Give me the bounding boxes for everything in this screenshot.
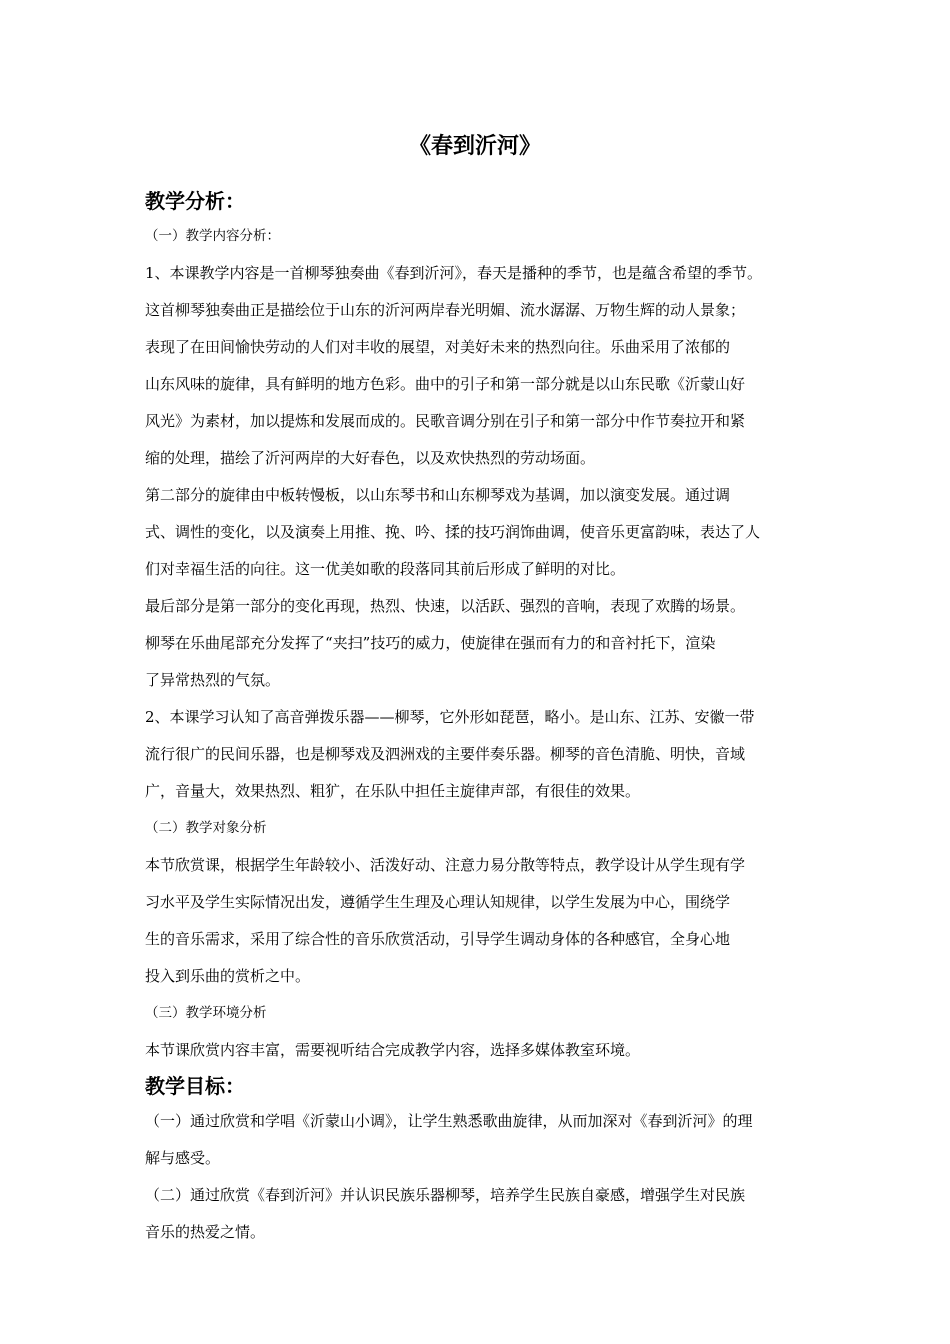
text-line: 缩的处理，描绘了沂河两岸的大好春色，以及欢快热烈的劳动场面。 — [145, 449, 596, 467]
paragraph-final-part — [145, 588, 815, 699]
text-line: 本节欣赏课，根据学生年龄较小、活泼好动、注意力易分散等特点，教学设计从学生现有学 — [145, 856, 746, 874]
text-line: 第二部分的旋律由中板转慢板，以山东琴书和山东柳琴戏为基调，加以演变发展。通过调 — [145, 486, 731, 504]
subheading-content-analysis: （一）教学内容分析： — [145, 228, 280, 244]
text-line: 投入到乐曲的赏析之中。 — [145, 967, 311, 985]
text-line: 山东风味的旋律，具有鲜明的地方色彩。曲中的引子和第一部分就是以山东民歌《沂蒙山好 — [145, 375, 746, 393]
paragraph-objective-1 — [145, 1103, 815, 1177]
text-line: 解与感受。 — [145, 1149, 221, 1167]
paragraph-environment — [145, 1032, 815, 1069]
text-line: 最后部分是第一部分的变化再现，热烈、快速，以活跃、强烈的音响，表现了欢腾的场景。 — [145, 597, 746, 615]
text-line: 广，音量大，效果热烈、粗犷，在乐队中担任主旋律声部，有很佳的效果。 — [145, 782, 641, 800]
text-line: 音乐的热爱之情。 — [145, 1223, 266, 1241]
document-body — [145, 184, 815, 1251]
text-line: （一）通过欣赏和学唱《沂蒙山小调》，让学生熟悉歌曲旋律，从而加深对《春到沂河》的理 — [145, 1112, 753, 1130]
text-line: 本节课欣赏内容丰富，需要视听结合完成教学内容，选择多媒体教室环境。 — [145, 1041, 641, 1059]
text-line: 柳琴在乐曲尾部充分发挥了“夹扫”技巧的威力，使旋律在强而有力的和音衬托下，渲染 — [145, 634, 716, 652]
text-line: 们对幸福生活的向往。这一优美如歌的段落同其前后形成了鲜明的对比。 — [145, 560, 626, 578]
section-heading-objectives: 教学目标： — [145, 1074, 245, 1098]
text-line: 2、本课学习认知了高音弹拨乐器——柳琴，它外形如琵琶，略小。是山东、江苏、安徽一带 — [145, 708, 755, 726]
paragraph-student-analysis — [145, 847, 815, 995]
paragraph-liuqin-intro — [145, 699, 815, 810]
text-line: 表现了在田间愉快劳动的人们对丰收的展望，对美好未来的热烈向往。乐曲采用了浓郁的 — [145, 338, 731, 356]
paragraph-objective-2 — [145, 1177, 815, 1251]
text-line: 1、本课教学内容是一首柳琴独奏曲《春到沂河》，春天是播种的季节，也是蕴含希望的季节。 — [145, 264, 763, 282]
text-line: 习水平及学生实际情况出发，遵循学生生理及心理认知规律，以学生发展为中心，围绕学 — [145, 893, 731, 911]
text-line: 生的音乐需求，采用了综合性的音乐欣赏活动，引导学生调动身体的各种感官，全身心地 — [145, 930, 731, 948]
text-line: （二）通过欣赏《春到沂河》并认识民族乐器柳琴，培养学生民族自豪感，增强学生对民族 — [145, 1186, 746, 1204]
text-line: 式、调性的变化，以及演奏上用推、挽、吟、揉的技巧润饰曲调，使音乐更富韵味，表达了人 — [145, 523, 761, 541]
section-heading-analysis: 教学分析： — [145, 189, 245, 213]
paragraph-second-part — [145, 477, 815, 588]
document-title: 《春到沂河》 — [408, 134, 541, 159]
subheading-environment-analysis: （三）教学环境分析 — [145, 1005, 267, 1021]
text-line: 这首柳琴独奏曲正是描绘位于山东的沂河两岸春光明媚、流水潺潺、万物生辉的动人景象； — [145, 301, 746, 319]
subheading-student-analysis: （二）教学对象分析 — [145, 820, 267, 836]
text-line: 了异常热烈的气氛。 — [145, 671, 281, 689]
text-line: 流行很广的民间乐器，也是柳琴戏及泗洲戏的主要伴奏乐器。柳琴的音色清脆、明快，音域 — [145, 745, 746, 763]
paragraph-content-1 — [145, 255, 815, 477]
text-line: 风光》为素材，加以提炼和发展而成的。民歌音调分别在引子和第一部分中作节奏拉开和紧 — [145, 412, 746, 430]
